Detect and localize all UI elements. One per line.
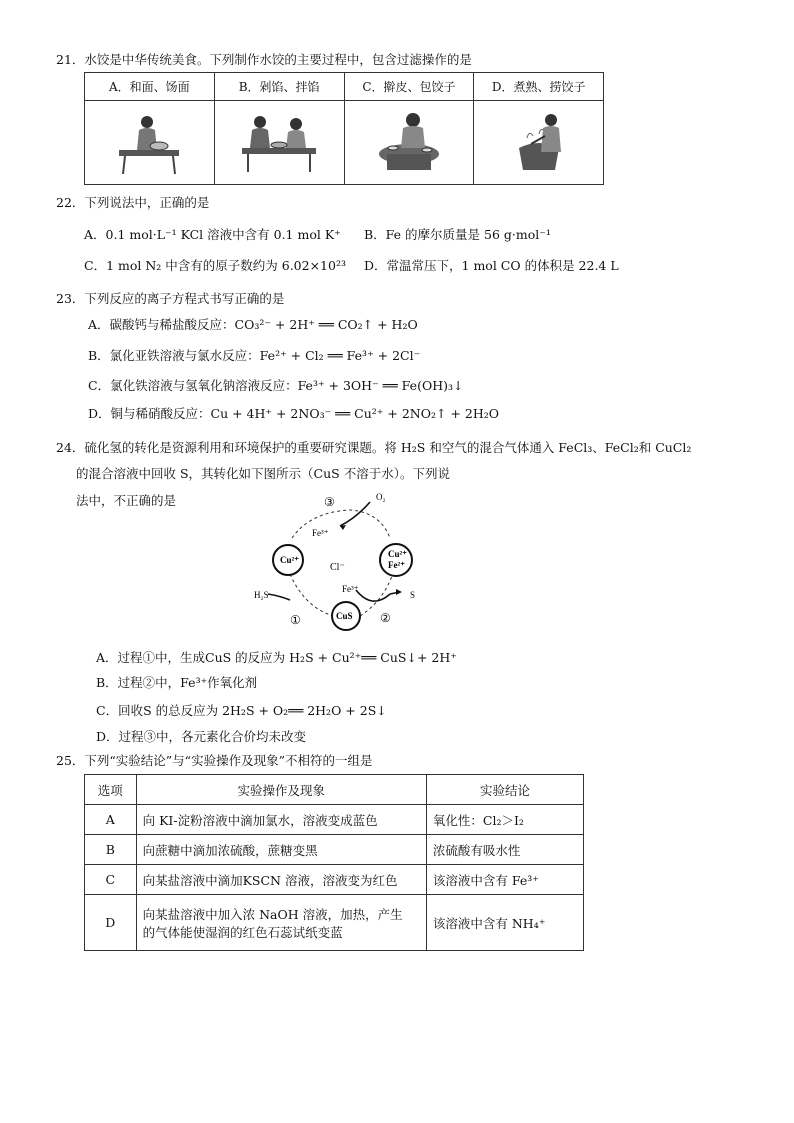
q23-option-c: C．氯化铁溶液与氢氧化钠溶液反应：Fe³⁺ + 3OH⁻ ══ Fe(OH)₃↓: [88, 378, 464, 393]
q22-option-c: C．1 mol N₂ 中含有的原子数约为 6.02×10²³: [84, 258, 346, 273]
q25-row-b-operation: 向蔗糖中滴加浓硫酸，蔗糖变黑: [136, 835, 426, 865]
cl-label: Cl⁻: [330, 562, 345, 573]
table-row: [85, 835, 584, 865]
boiling-ladling-illustration: [474, 101, 604, 185]
q25-header-operation: 实验操作及现象: [136, 775, 426, 805]
q25-row-c-conclusion: 该溶液中含有 Fe³⁺: [426, 865, 583, 895]
cu-fe-circle-fe-label: Fe²⁺: [388, 560, 405, 570]
q22-option-a: A．0.1 mol·L⁻¹ KCl 溶液中含有 0.1 mol K⁺: [84, 227, 341, 242]
q21-option-b-label: B．剁馅、拌馅: [214, 73, 344, 101]
q21-option-d-label: D．煮熟、捞饺子: [474, 73, 604, 101]
s-arrow: [356, 590, 390, 601]
s-arrowhead: [396, 589, 402, 595]
q25-row-d-option: D: [85, 895, 137, 951]
table-row: [85, 805, 584, 835]
fe3-top-label: Fe³⁺: [312, 528, 329, 538]
step-3-marker: ③: [324, 495, 335, 509]
cycle-arc-top: [292, 510, 390, 538]
question-22-stem: 22．下列说法中，正确的是: [56, 195, 210, 210]
question-24-stem-line1: 24．硫化氢的转化是资源利用和环境保护的重要研究课题。将 H₂S 和空气的混合气体通入 FeCl₃、FeCl₂和 CuCl₂: [56, 440, 692, 455]
question-24-stem-line3: 法中，不正确的是: [76, 493, 177, 508]
q21-option-a-label: A．和面、饧面: [85, 73, 215, 101]
q25-row-c-option: C: [85, 865, 137, 895]
step-2-marker: ②: [380, 611, 391, 625]
s-label: S: [410, 590, 416, 600]
fe3-bottom-label: Fe³⁺: [342, 584, 359, 594]
o2-arrow: [340, 502, 370, 526]
q22-option-d: D．常温常压下，1 mol CO 的体积是 22.4 L: [364, 258, 619, 273]
question-23-stem: 23．下列反应的离子方程式书写正确的是: [56, 291, 285, 306]
table-row: [85, 865, 584, 895]
question-25-stem: 25．下列“实验结论”与“实验操作及现象”不相符的一组是: [56, 753, 373, 768]
q25-row-d-conclusion: 该溶液中含有 NH₄⁺: [426, 895, 583, 951]
q24-option-d: D．过程③中，各元素化合价均未改变: [96, 729, 307, 744]
q23-option-a: A．碳酸钙与稀盐酸反应：CO₃²⁻ + 2H⁺ ══ CO₂↑ + H₂O: [88, 317, 418, 332]
q25-header-option: 选项: [85, 775, 137, 805]
q25-row-d-operation-line2: 的气体能使湿润的红色石蕊试纸变蓝: [142, 924, 343, 940]
question-21-stem: 21．水饺是中华传统美食。下列制作水饺的主要过程中，包含过滤操作的是: [56, 52, 472, 67]
cu-fe-circle-cu-label: Cu²⁺: [388, 549, 407, 559]
rolling-wrapping-illustration: [344, 101, 474, 185]
question-24-stem-line2: 的混合溶液中回收 S，其转化如下图所示（CuS 不溶于水）。下列说: [76, 466, 450, 481]
q24-option-c: C．回收S 的总反应为 2H₂S + O₂══ 2H₂O + 2S↓: [96, 703, 387, 718]
q24-option-b: B．过程②中，Fe³⁺作氧化剂: [96, 675, 258, 690]
kneading-dough-illustration: [85, 101, 215, 185]
q25-row-b-conclusion: 浓硫酸有吸水性: [426, 835, 583, 865]
q25-row-a-operation: 向 KI-淀粉溶液中滴加氯水，溶液变成蓝色: [136, 805, 426, 835]
chopping-filling-illustration: [214, 101, 344, 185]
q25-row-b-option: B: [85, 835, 137, 865]
h2s-arrow: [268, 594, 290, 600]
q21-option-c-label: C．擀皮、包饺子: [344, 73, 474, 101]
q23-option-b: B．氯化亚铁溶液与氯水反应：Fe²⁺ + Cl₂ ══ Fe³⁺ + 2Cl⁻: [88, 348, 421, 363]
q25-table: [84, 774, 584, 951]
q24-option-a: A．过程①中，生成CuS 的反应为 H₂S + Cu²⁺══ CuS↓+ 2H⁺: [96, 650, 457, 665]
q23-option-d: D．铜与稀硝酸反应：Cu + 4H⁺ + 2NO₃⁻ ══ Cu²⁺ + 2NO₂↑ + 2H₂O: [88, 406, 499, 421]
sulfur-recovery-cycle-diagram: [250, 490, 430, 640]
q22-option-b: B．Fe 的摩尔质量是 56 g·mol⁻¹: [364, 227, 551, 242]
q25-header-conclusion: 实验结论: [426, 775, 583, 805]
o2-label: O₂: [376, 492, 386, 502]
cycle-arc-left: [290, 574, 334, 616]
q25-row-d-operation: [136, 895, 426, 951]
cus-label: CuS: [336, 611, 353, 621]
q21-options-table: [84, 72, 604, 185]
cu2-label: Cu²⁺: [280, 555, 299, 565]
q25-row-c-operation: 向某盐溶液中滴加KSCN 溶液，溶液变为红色: [136, 865, 426, 895]
step-1-marker: ①: [290, 613, 301, 627]
q25-row-a-conclusion: 氧化性：Cl₂＞I₂: [426, 805, 583, 835]
q25-row-d-operation-line1: 向某盐溶液中加入浓 NaOH 溶液，加热，产生: [142, 906, 403, 922]
q25-row-a-option: A: [85, 805, 137, 835]
table-row: [85, 895, 584, 951]
h2s-label: H₂S: [254, 590, 269, 600]
